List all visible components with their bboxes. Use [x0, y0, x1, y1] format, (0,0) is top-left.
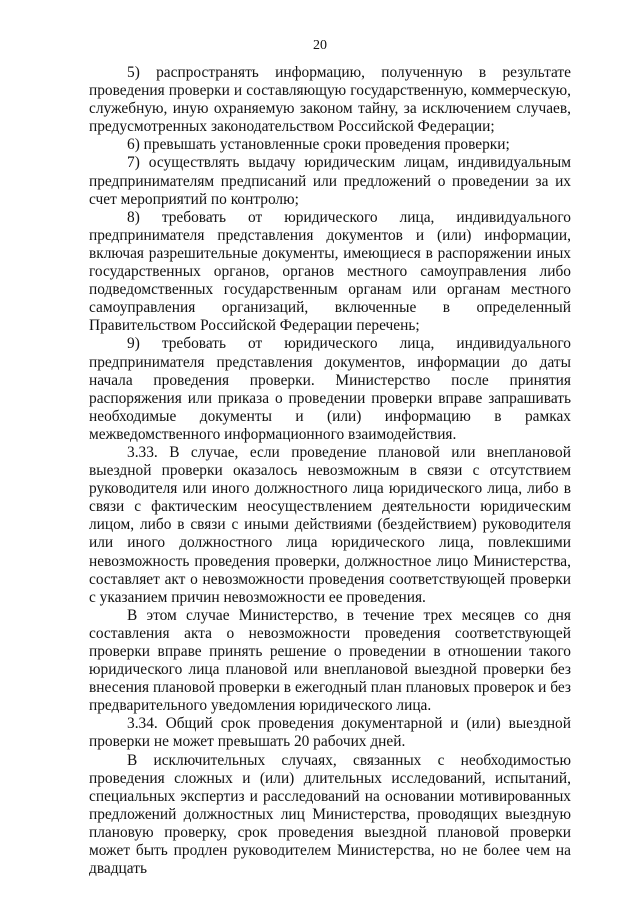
paragraph-3-34: 3.34. Общий срок проведения документарной и (или) выездной проверки не может превышать 20 рабочих дней.: [89, 715, 571, 751]
paragraph-item-6: 6) превышать установленные сроки проведения проверки;: [127, 136, 510, 154]
paragraph-3-33: 3.33. В случае, если проведение плановой или внеплановой выездной проверки оказалось невозможным в связи с отсутствием руководителя или иного должностного лица юридического лица, либо в связи с фактическим неосуществлением деятельности юридическим лицом, либо в связи с иными действиями (бездействием) руководителя или иного должностного лица юридического лица, повлекшими невозможность проведения проверки, должностное лицо Министерства, составляет акт о невозможности проведения соответствующей проверки с указанием причин невозможности ее проведения.: [89, 443, 571, 606]
paragraph-item-8: 8) требовать от юридического лица, индивидуального предпринимателя представления документов и (или) информации, включая разрешительные документы, имеющиеся в распоряжении иных государственных органов, органов местного самоуправления либо подведомственных государственным органам или органам местного самоуправления организаций, включенные в определенный Правительством Российской Федерации перечень;: [89, 208, 571, 335]
paragraph-3-34-continued: В исключительных случаях, связанных с необходимостью проведения сложных и (или) длительных исследований, испытаний, специальных экспертиз и расследований на основании мотивированных предложений должностных лиц Министерства, проводящих выездную плановую проверку, срок проведения выездной плановой проверки может быть продлен руководителем Министерства, но не более чем на двадцать: [89, 751, 571, 878]
document-body: [89, 64, 571, 878]
paragraph-3-33-continued: В этом случае Министерство, в течение трех месяцев со дня составления акта о невозможности проведения соответствующей проверки вправе принять решение о проведении в отношении такого юридического лица плановой или внеплановой выездной проверки без внесения плановой проверки в ежегодный план плановых проверок и без предварительного уведомления юридического лица.: [89, 606, 571, 715]
page-number: 20: [313, 38, 327, 53]
paragraph-item-9: 9) требовать от юридического лица, индивидуального предпринимателя представления документов, информации до даты начала проведения проверки. Министерство после принятия распоряжения или приказа о проведении проверки вправе запрашивать необходимые документы и (или) информацию в рамках межведомственного информационного взаимодействия.: [89, 335, 571, 443]
paragraph-item-5: 5) распространять информацию, полученную в результате проведения проверки и составляющую государственную, коммерческую, служебную, иную охраняемую законом тайну, за исключением случаев, предусмотренных законодательством Российской Федерации;: [89, 64, 571, 136]
paragraph-item-7: 7) осуществлять выдачу юридическим лицам, индивидуальным предпринимателям предписаний или предложений о проведении за их счет мероприятий по контролю;: [89, 154, 571, 208]
